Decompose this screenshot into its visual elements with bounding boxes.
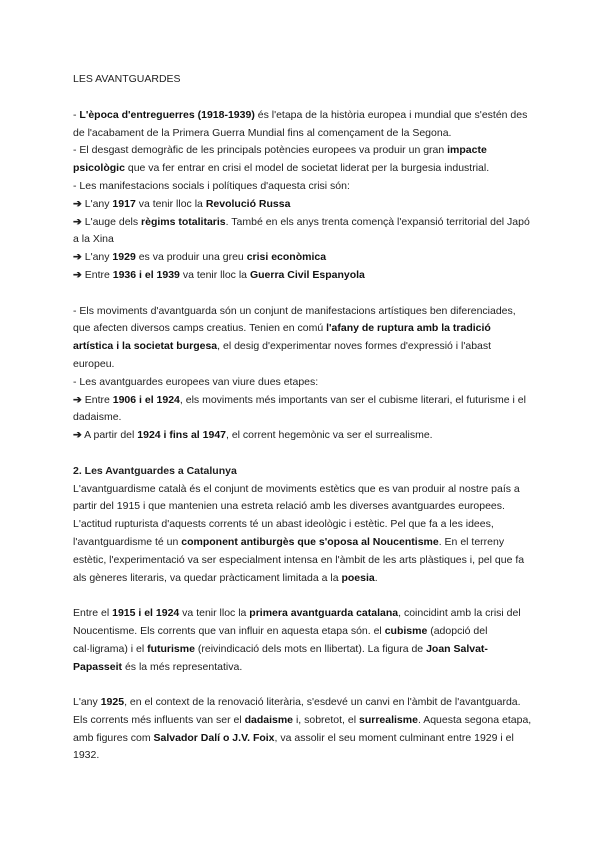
list-item: ➔ Entre 1906 i el 1924, els moviments més importants van ser el cubisme literari, el futurisme i el dadaisme. — [73, 393, 526, 424]
list-item: ➔ Entre 1936 i el 1939 va tenir lloc la Guerra Civil Espanyola — [73, 268, 365, 281]
arrow-icon: ➔ — [73, 429, 82, 442]
arrow-icon: ➔ — [73, 215, 82, 228]
paragraph-second-avantgarde: L'any 1925, en el context de la renovació literària, s'esdevé un canvi en l'àmbit de l'avantguarda. Els corrents més influents van ser el dadaisme i, sobretot, el surrealisme. Aquesta segona etapa, amb figures com Salvador Dalí o J.V. Foix, va assolir el seu moment culminant entre 1929 i el 1932. — [73, 696, 532, 762]
list-item: ➔ L'any 1929 es va produir una greu crisi econòmica — [73, 251, 327, 264]
paragraph-two-stages: - Les avantguardes europees van viure dues etapes: — [73, 375, 319, 388]
spacer — [73, 89, 533, 107]
arrow-icon: ➔ — [73, 268, 82, 281]
spacer — [73, 445, 533, 463]
list-item: ➔ L'auge dels règims totalitaris. També en els anys trenta començà l'expansió territorial del Japó a la Xina — [73, 215, 530, 246]
spacer — [73, 587, 533, 605]
arrow-icon: ➔ — [73, 393, 82, 406]
paragraph-first-avantgarde: Entre el 1915 i el 1924 va tenir lloc la primera avantguarda catalana, coincidint amb la crisi del Noucentisme. Els corrents que van influir en aquesta etapa són. el cubisme (adopció del cal·ligrama) i el futurisme (reivindicació dels mots en llibertat). La figura de Joan Salvat-Papasseit és la més representativa. — [73, 607, 521, 673]
arrow-icon: ➔ — [73, 197, 82, 210]
paragraph-crisis-intro: - Les manifestacions socials i polítiques d'aquesta crisi són: — [73, 179, 350, 192]
paragraph-catalan-avantgarde: L'avantguardisme català és el conjunt de moviments estètics que es van produir al nostre país a partir del 1915 i que mantenien una estreta relació amb les diverses avantguardes europees. L'actitud rupturista d'aquests corrents té un abast ideològic i estètic. Pel que fa a les idees, l'avantguardisme té un component antiburgès que s'oposa al Noucentisme. En el terreny estètic, l'experimentació va ser especialment intensa en l'àmbit de les arts plàstiques i, pel que fa als gèneres literaris, va quedar pràcticament limitada a la poesia. — [73, 482, 525, 584]
paragraph-interwar-period: - L'època d'entreguerres (1918-1939) és l'etapa de la història europea i mundial que s'estén des de l'acabament de la Primera Guerra Mundial fins al començament de la Segona. — [73, 108, 528, 139]
paragraph-demographic-impact: - El desgast demogràfic de les principals potències europees va produir un gran impacte psicològic que va fer entrar en crisi el model de societat liderat per la burgesia industrial. — [73, 144, 490, 175]
section-heading: 2. Les Avantguardes a Catalunya — [73, 464, 237, 477]
arrow-icon: ➔ — [73, 251, 82, 264]
document-body — [73, 71, 533, 765]
spacer — [73, 285, 533, 303]
paragraph-avantgarde-definition: - Els moviments d'avantguarda són un conjunt de manifestacions artístiques ben diferenciades, que afecten diversos camps creatius. Tenien en comú l'afany de ruptura amb la tradició artística i la societat burgesa, el desig d'experimentar noves formes d'expressió i l'abast europeu. — [73, 304, 516, 370]
spacer — [73, 676, 533, 694]
list-item: ➔ A partir del 1924 i fins al 1947, el corrent hegemònic va ser el surrealisme. — [73, 429, 433, 442]
document-title: LES AVANTGUARDES — [73, 73, 181, 85]
list-item: ➔ L'any 1917 va tenir lloc la Revolució Russa — [73, 197, 291, 210]
